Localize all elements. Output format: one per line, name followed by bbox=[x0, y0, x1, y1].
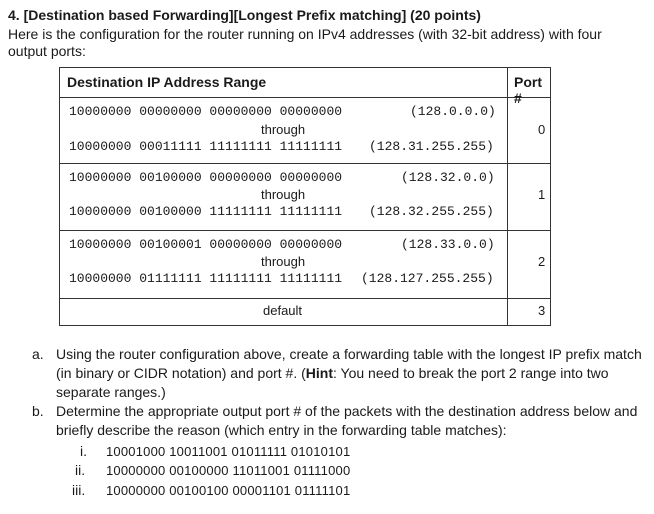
header-port: Port # bbox=[514, 74, 542, 106]
question-b-marker: b. bbox=[32, 403, 44, 419]
range-start-binary: 10000000 00100000 00000000 00000000 bbox=[69, 170, 343, 185]
question-a-body: Using the router configuration above, create a forwarding table with the longest IP prefix match (in binary or CIDR notation) and port #. ( bbox=[56, 346, 642, 381]
through-label: through bbox=[261, 254, 306, 269]
range-start-decimal: (128.32.0.0) bbox=[401, 170, 495, 185]
through-label: through bbox=[261, 187, 306, 202]
address-binary: 10000000 00100100 00001101 01111101 bbox=[106, 483, 351, 498]
range-end-binary: 10000000 01111111 11111111 11111111 bbox=[69, 271, 343, 286]
table-row bbox=[60, 164, 550, 231]
question-a-marker: a. bbox=[32, 346, 44, 362]
question-b-text: Determine the appropriate output port # of the packets with the destination address below and briefly describe the reason (which entry in the forwarding table matches): bbox=[56, 403, 638, 438]
address-binary: 10001000 10011001 01011111 01010101 bbox=[106, 444, 351, 459]
range-end-binary: 10000000 00011111 11111111 11111111 bbox=[69, 139, 343, 154]
port-number: 2 bbox=[538, 254, 546, 269]
port-number: 1 bbox=[538, 187, 546, 202]
hint-label: Hint bbox=[305, 365, 333, 381]
hint-text: : You need to break the port 2 range into two separate ranges.) bbox=[56, 365, 609, 400]
table-row bbox=[60, 97, 550, 164]
range-start-decimal: (128.33.0.0) bbox=[401, 237, 495, 252]
header-range: Destination IP Address Range bbox=[67, 74, 267, 90]
address-marker: i. bbox=[80, 443, 87, 459]
range-start-binary: 10000000 00100001 00000000 00000000 bbox=[69, 237, 343, 252]
question-a-text bbox=[56, 345, 642, 402]
range-end-binary: 10000000 00100000 11111111 11111111 bbox=[69, 204, 343, 219]
address-binary: 10000000 00100000 11011001 01111000 bbox=[106, 463, 351, 478]
question-intro: Here is the configuration for the router running on IPv4 addresses (with 32-bit address) with four output ports: bbox=[8, 26, 602, 59]
router-config-table bbox=[59, 67, 551, 326]
question-title: 4. [Destination based Forwarding][Longest Prefix matching] (20 points) bbox=[8, 7, 481, 23]
table-row-default bbox=[60, 299, 550, 325]
address-marker: ii. bbox=[75, 462, 86, 478]
address-marker: iii. bbox=[72, 482, 86, 498]
range-end-decimal: (128.127.255.255) bbox=[361, 271, 494, 286]
range-start-binary: 10000000 00000000 00000000 00000000 bbox=[69, 104, 343, 119]
port-number: 3 bbox=[538, 303, 546, 318]
through-label: through bbox=[261, 122, 306, 137]
range-end-decimal: (128.31.255.255) bbox=[369, 139, 494, 154]
table-header bbox=[60, 68, 550, 106]
table-row bbox=[60, 231, 550, 299]
port-number: 0 bbox=[538, 122, 546, 137]
range-end-decimal: (128.32.255.255) bbox=[369, 204, 494, 219]
default-label: default bbox=[263, 303, 303, 318]
range-start-decimal: (128.0.0.0) bbox=[410, 104, 496, 119]
